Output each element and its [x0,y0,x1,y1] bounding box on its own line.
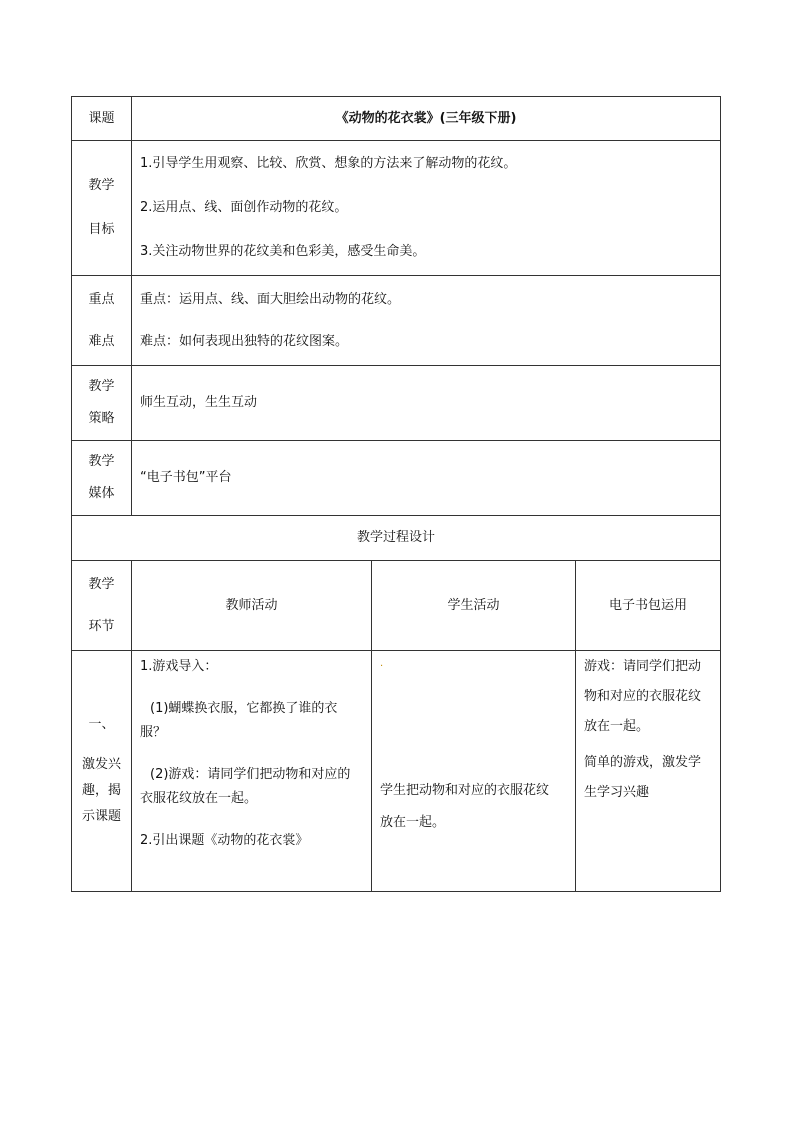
stage-header-line: 教学 [88,576,115,592]
stage-1-label-line: 一、 [88,717,115,732]
teacher-activity-line: 2.引出课题《动物的花衣裳》 [140,833,309,848]
teacher-activity-line: 衣服花纹放在一起。 [140,791,258,806]
process-title: 教学过程设计 [72,516,721,561]
ebag-usage-line: 简单的游戏，激发学 [584,755,702,770]
teacher-activity-line: 1.游戏导入： [140,659,218,674]
row-stage-1 [72,651,721,892]
strategy-content: 师生互动，生生互动 [132,366,721,441]
lesson-title: 《动物的花衣裳》(三年级下册) [132,97,721,141]
teacher-activity-line: 服？ [140,725,167,740]
key-point-item: 重点：运用点、线、面大胆绘出动物的花纹。 [140,291,401,307]
stage-1-label-line: 激发兴 [81,757,121,772]
ebag-usage-line: 生学习兴趣 [584,785,650,800]
goals-label-line: 目标 [88,222,115,237]
stage-1-teacher-activity [132,651,372,892]
media-label-line: 教学 [88,454,115,469]
stage-header-line: 环节 [88,618,115,634]
lesson-plan-table [71,96,721,892]
stage-header [72,561,132,651]
key-points-label [72,276,132,366]
goals-content [132,141,721,276]
student-activity-dot: · [380,661,384,672]
row-goals [72,141,721,276]
student-activity-line: 放在一起。 [380,815,446,830]
row-process-headers [72,561,721,651]
key-points-label-line: 难点 [88,333,115,349]
ebag-usage-header: 电子书包运用 [576,561,721,651]
goals-label [72,141,132,276]
teacher-activity-header: 教师活动 [132,561,372,651]
row-key-points [72,276,721,366]
strategy-label [72,366,132,441]
strategy-label-line: 教学 [88,379,115,394]
goal-item: 3.关注动物世界的花纹美和色彩美，感受生命美。 [140,244,426,259]
stage-1-label [72,651,132,892]
topic-label: 课题 [72,97,132,141]
row-topic [72,97,721,141]
strategy-label-line: 策略 [88,411,115,426]
student-activity-line: 学生把动物和对应的衣服花纹 [380,783,550,798]
media-content: “电子书包”平台 [132,441,721,516]
key-points-label-line: 重点 [88,291,115,307]
student-activity-header: 学生活动 [372,561,576,651]
row-process-title [72,516,721,561]
goal-item: 1.引导学生用观察、比较、欣赏、想象的方法来了解动物的花纹。 [140,156,517,171]
goals-label-line: 教学 [88,178,115,193]
row-media [72,441,721,516]
stage-1-label-line: 示课题 [81,809,121,824]
ebag-usage-line: 放在一起。 [584,719,650,734]
goal-item: 2.运用点、线、面创作动物的花纹。 [140,200,348,215]
ebag-usage-line: 游戏：请同学们把动 [584,659,702,674]
teacher-activity-line: (2)游戏：请同学们把动物和对应的 [150,767,351,782]
media-label-line: 媒体 [88,486,115,501]
key-point-item: 难点：如何表现出独特的花纹图案。 [140,333,349,349]
stage-1-student-activity [372,651,576,892]
teacher-activity-line: (1)蝴蝶换衣服，它都换了谁的衣 [150,701,338,716]
media-label [72,441,132,516]
key-points-content [132,276,721,366]
stage-1-ebag-usage [576,651,721,892]
row-strategy [72,366,721,441]
stage-1-label-line: 趣，揭 [81,783,121,798]
ebag-usage-line: 物和对应的衣服花纹 [584,689,702,704]
